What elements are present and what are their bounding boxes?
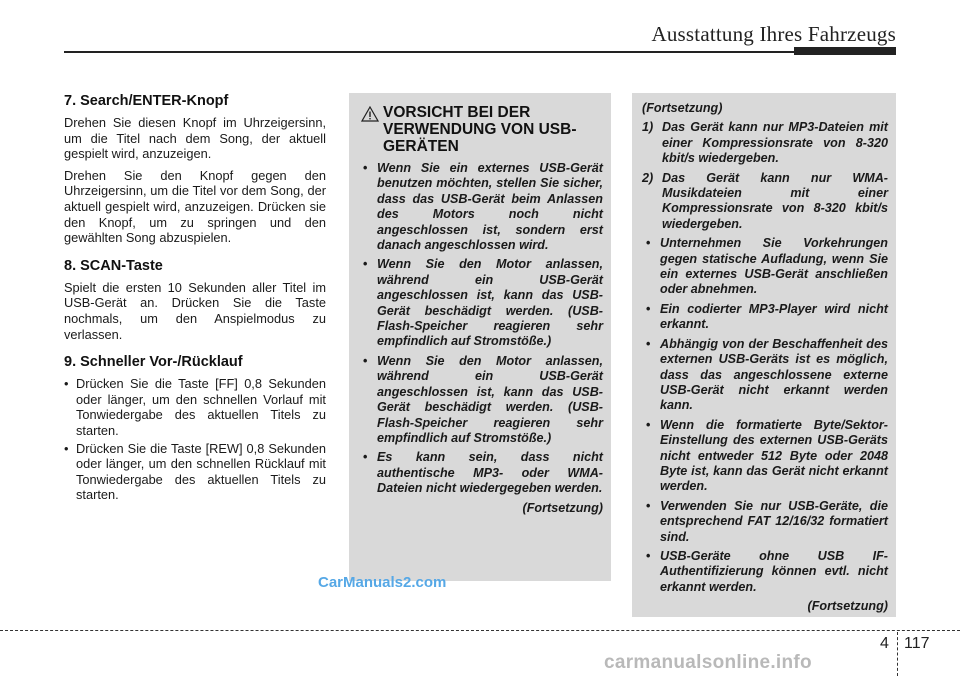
list-item: • Wenn Sie den Motor anlassen, während ein USB-Gerät angeschlossen ist, kann das USB-Gerät beschädigt werden. (USB-Flash-Speicher reagieren sehr empfindlich auf Stromstöße.) — [359, 257, 603, 349]
list-item: • Wenn Sie den Motor anlassen, während ein USB-Gerät angeschlossen ist, kann das USB-Gerät beschädigt werden. (USB-Flash-Speicher reagieren sehr empfindlich auf Stromstöße.) — [359, 354, 603, 446]
section-heading: 8. SCAN-Taste — [64, 257, 163, 274]
continuation-box — [632, 93, 896, 617]
continued-label: (Fortsetzung) — [807, 599, 888, 614]
caution-title: VORSICHT BEI DER VERWENDUNG VON USB-GERÄTEN — [383, 104, 577, 155]
instructions-column — [64, 93, 326, 515]
list-item: • Ein codierter MP3-Player wird nicht erkannt. — [642, 302, 888, 333]
continuation-content — [642, 101, 888, 615]
warning-triangle-icon — [361, 106, 379, 122]
chapter-number: 4 — [880, 635, 889, 652]
paragraph: Spielt die ersten 10 Sekunden aller Titel im USB-Gerät an. Drücken Sie die Taste nochmals, um den Anspielmodus zu verlassen. — [64, 279, 326, 342]
caution-content — [359, 161, 603, 516]
item-text: Das Gerät kann nur MP3-Dateien mit einer Kompressionsrate von 8-320 kbit/s wiedergeben. — [662, 120, 888, 166]
caution-box — [349, 93, 611, 581]
list-item: • Verwenden Sie nur USB-Geräte, die entsprechend FAT 12/16/32 formatiert sind. — [642, 499, 888, 545]
list-item: • Drücken Sie die Taste [REW] 0,8 Sekunden oder länger, um den schnellen Rücklauf mit Tonwiedergabe des aktuellen Titels zu starten. — [64, 441, 326, 503]
watermark-logo[interactable]: CarManuals2.com — [318, 574, 447, 591]
watermark-site[interactable]: carmanualsonline.info — [604, 652, 812, 673]
header-rule-accent — [794, 47, 896, 55]
section-heading: 7. Search/ENTER-Knopf — [64, 93, 229, 109]
section-scan — [64, 258, 326, 342]
page-number: 117 — [904, 635, 930, 652]
paragraph: Drehen Sie diesen Knopf im Uhrzeigersinn, um die Titel nach dem Song, der aktuell gespielt wird, anzuzeigen. — [64, 115, 326, 162]
section-search-enter — [64, 93, 326, 246]
list-item: • USB-Geräte ohne USB IF-Authentifizierung können evtl. nicht erkannt werden. — [642, 549, 888, 595]
list-item: • Wenn Sie ein externes USB-Gerät benutzen möchten, stellen Sie sicher, dass das USB-Gerät beim Anlassen des Motors noch nicht angeschlossen ist, sondern erst danach angeschlossen wird. — [359, 161, 603, 253]
list-item: • Wenn die formatierte Byte/Sektor-Einstellung des externen USB-Geräts nicht entweder 512 Byte oder 2048 Byte ist, kann das Gerät nicht erkannt werden. — [642, 418, 888, 495]
continued-label: (Fortsetzung) — [522, 500, 603, 515]
section-heading: 9. Schneller Vor-/Rücklauf — [64, 354, 243, 371]
numbered-item — [642, 171, 888, 233]
numbered-list — [642, 120, 888, 232]
page-number-separator — [897, 632, 898, 676]
caution-header — [361, 104, 601, 155]
continuation-lead: (Fortsetzung) — [642, 101, 723, 115]
paragraph: Drehen Sie den Knopf gegen den Uhrzeigersinn, um die Titel vor dem Song, der aktuell gespielt wird, anzuzeigen. Drücken sie den Knopf, um zu springen und den gewählten Song abzuspielen. — [64, 167, 326, 246]
section-fast-forward-rewind — [64, 354, 326, 503]
bullet-list — [64, 376, 326, 503]
list-item: • Abhängig von der Beschaffenheit des externen USB-Geräts ist es möglich, dass das angeschlossene externe USB-Gerät nicht erkannt werden kann. — [642, 337, 888, 414]
item-number: 1) — [642, 120, 654, 135]
list-item: • Unternehmen Sie Vorkehrungen gegen statische Aufladung, wenn Sie ein externes USB-Gerät anschließen oder abnehmen. — [642, 236, 888, 298]
header-rule — [64, 51, 794, 53]
caution-list — [642, 236, 888, 595]
footer-divider — [0, 630, 960, 631]
list-item: • Es kann sein, dass nicht authentische MP3- oder WMA-Dateien nicht wiedergegeben werden. — [359, 450, 603, 496]
list-item: • Drücken Sie die Taste [FF] 0,8 Sekunden oder länger, um den schnellen Vorlauf mit Tonwiedergabe des aktuellen Titels zu starten. — [64, 376, 326, 438]
numbered-item — [642, 120, 888, 166]
item-text: Das Gerät kann nur WMA-Musikdateien mit einer Kompressionsrate von 8-320 kbit/s wiedergeben. — [662, 170, 888, 231]
item-number: 2) — [642, 170, 654, 185]
page-header-title: Ausstattung Ihres Fahrzeugs — [651, 22, 896, 46]
caution-list — [359, 161, 603, 497]
